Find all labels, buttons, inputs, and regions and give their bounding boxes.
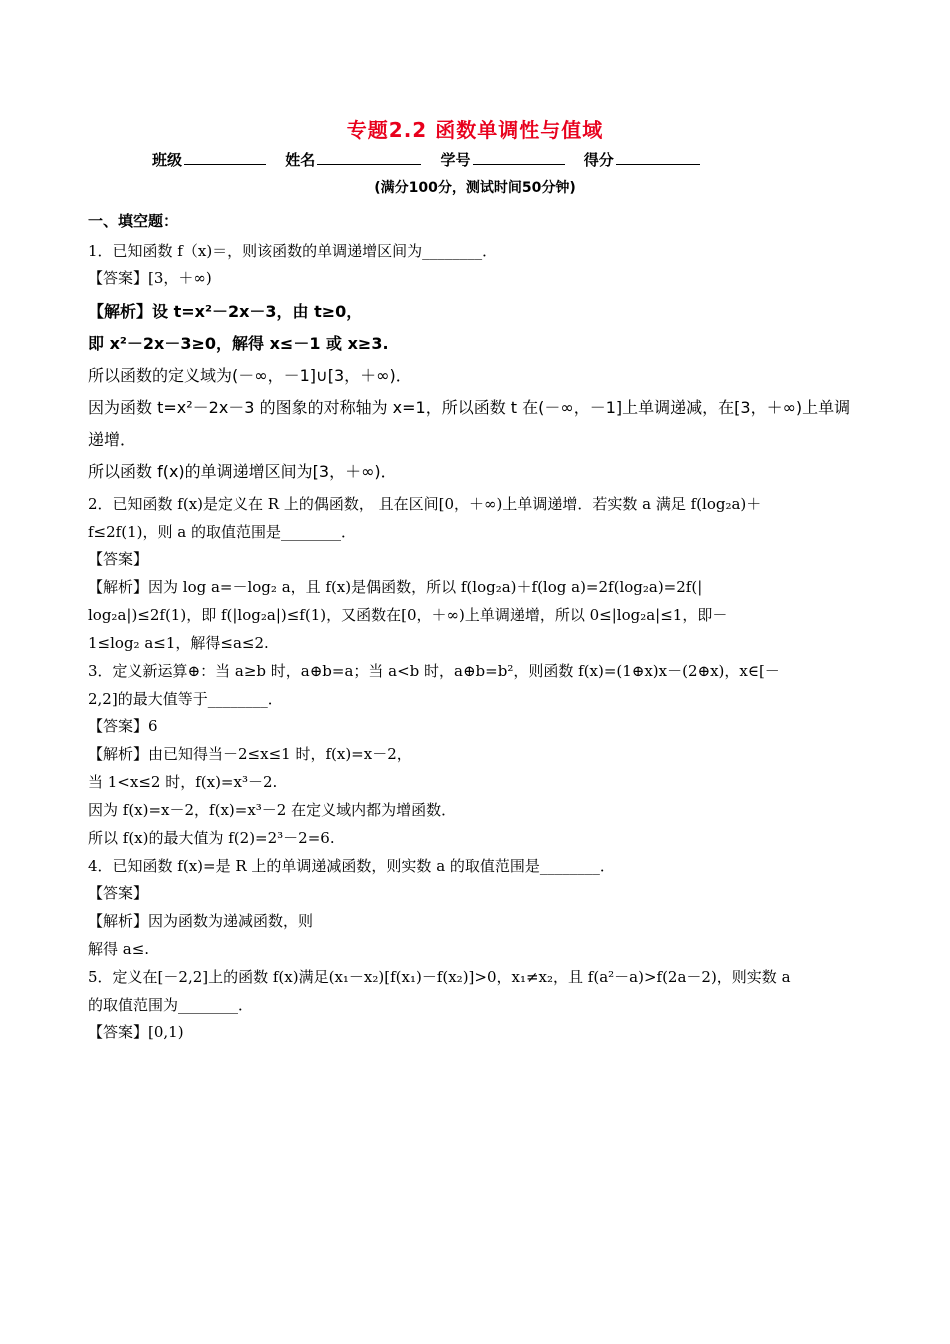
analysis-1-line-2: 即 x²－2x－3≥0，解得 x≤－1 或 x≥3. xyxy=(88,334,389,353)
answer-2: 【答案】 xyxy=(88,550,149,568)
analysis-3-line-2: 当 1<x≤2 时，f(x)=x³－2. xyxy=(88,773,278,791)
analysis-3-line-4: 所以 f(x)的最大值为 f(2)=2³－2=6. xyxy=(88,829,335,847)
analysis-2-line-3: 1≤log₂ a≤1，解得≤a≤2. xyxy=(88,634,269,652)
question-2-line-1: 2．已知函数 f(x)是定义在 R 上的偶函数， 且在区间[0，＋∞)上单调递增．若实数 a 满足 f(log₂a)＋ xyxy=(88,495,762,513)
question-5-line-2: 的取值范围为________． xyxy=(88,996,254,1014)
analysis-3-line-1: 【解析】由已知得当－2≤x≤1 时，f(x)=x－2， xyxy=(88,745,412,763)
analysis-1-line-4: 因为函数 t=x²－2x－3 的图象的对称轴为 x=1，所以函数 t 在(－∞，－1]上单调递减，在[3，＋∞)上单调 xyxy=(88,398,851,417)
analysis-3-line-3: 因为 f(x)=x－2，f(x)=x³－2 在定义域内都为增函数． xyxy=(88,801,457,819)
question-1: 1．已知函数 f（x)＝，则该函数的单调递增区间为________． xyxy=(88,242,498,260)
section-heading: 一、填空题： xyxy=(88,212,179,230)
page-title: 专题2.2 函数单调性与值域 xyxy=(346,118,604,142)
exam-subtitle: (满分100分，测试时间50分钟) xyxy=(374,180,576,196)
class-blank xyxy=(184,148,266,165)
answer-3: 【答案】6 xyxy=(88,717,158,735)
score-field: 得分 xyxy=(584,148,700,170)
student-info-row xyxy=(152,148,714,170)
score-blank xyxy=(616,148,700,165)
analysis-2-line-1: 【解析】因为 log a=－log₂ a，且 f(x)是偶函数，所以 f(log₂a)＋f(log a)=2f(log₂a)=2f(| xyxy=(88,578,703,596)
answer-5: 【答案】[0,1) xyxy=(88,1023,184,1041)
analysis-4-line-2: 解得 a≤. xyxy=(88,940,150,958)
analysis-1-line-3: 所以函数的定义域为(－∞，－1]∪[3，＋∞)． xyxy=(88,366,412,385)
question-4: 4．已知函数 f(x)=是 R 上的单调递减函数，则实数 a 的取值范围是________． xyxy=(88,857,615,875)
analysis-1-line-5: 递增． xyxy=(88,430,137,449)
student-id-field: 学号 xyxy=(441,148,565,170)
name-field: 姓名 xyxy=(285,148,421,170)
question-3-line-2: 2,2]的最大值等于________． xyxy=(88,690,283,708)
analysis-1-line-1: 【解析】设 t=x²－2x－3，由 t≥0， xyxy=(88,302,363,321)
class-field: 班级 xyxy=(152,148,266,170)
name-blank xyxy=(317,148,421,165)
answer-1: 【答案】[3，＋∞) xyxy=(88,269,212,287)
question-3-line-1: 3．定义新运算⊕：当 a≥b 时，a⊕b=a；当 a<b 时，a⊕b=b²，则函数 f(x)=(1⊕x)x－(2⊕x)，x∈[－ xyxy=(88,662,780,680)
question-2-line-2: f≤2f(1)，则 a 的取值范围是________． xyxy=(88,523,356,541)
question-5-line-1: 5．定义在[－2,2]上的函数 f(x)满足(x₁－x₂)[f(x₁)－f(x₂)]>0，x₁≠x₂，且 f(a²－a)>f(2a－2)，则实数 a xyxy=(88,968,791,986)
answer-4: 【答案】 xyxy=(88,884,149,902)
analysis-1-line-6: 所以函数 f(x)的单调递增区间为[3，＋∞)． xyxy=(88,462,397,481)
analysis-4-line-1: 【解析】因为函数为递减函数，则 xyxy=(88,912,314,930)
student-id-blank xyxy=(473,148,565,165)
analysis-2-line-2: log₂a|)≤2f(1)，即 f(|log₂a|)≤f(1)，又函数在[0，＋∞)上单调递增，所以 0≤|log₂a|≤1，即－ xyxy=(88,606,728,624)
